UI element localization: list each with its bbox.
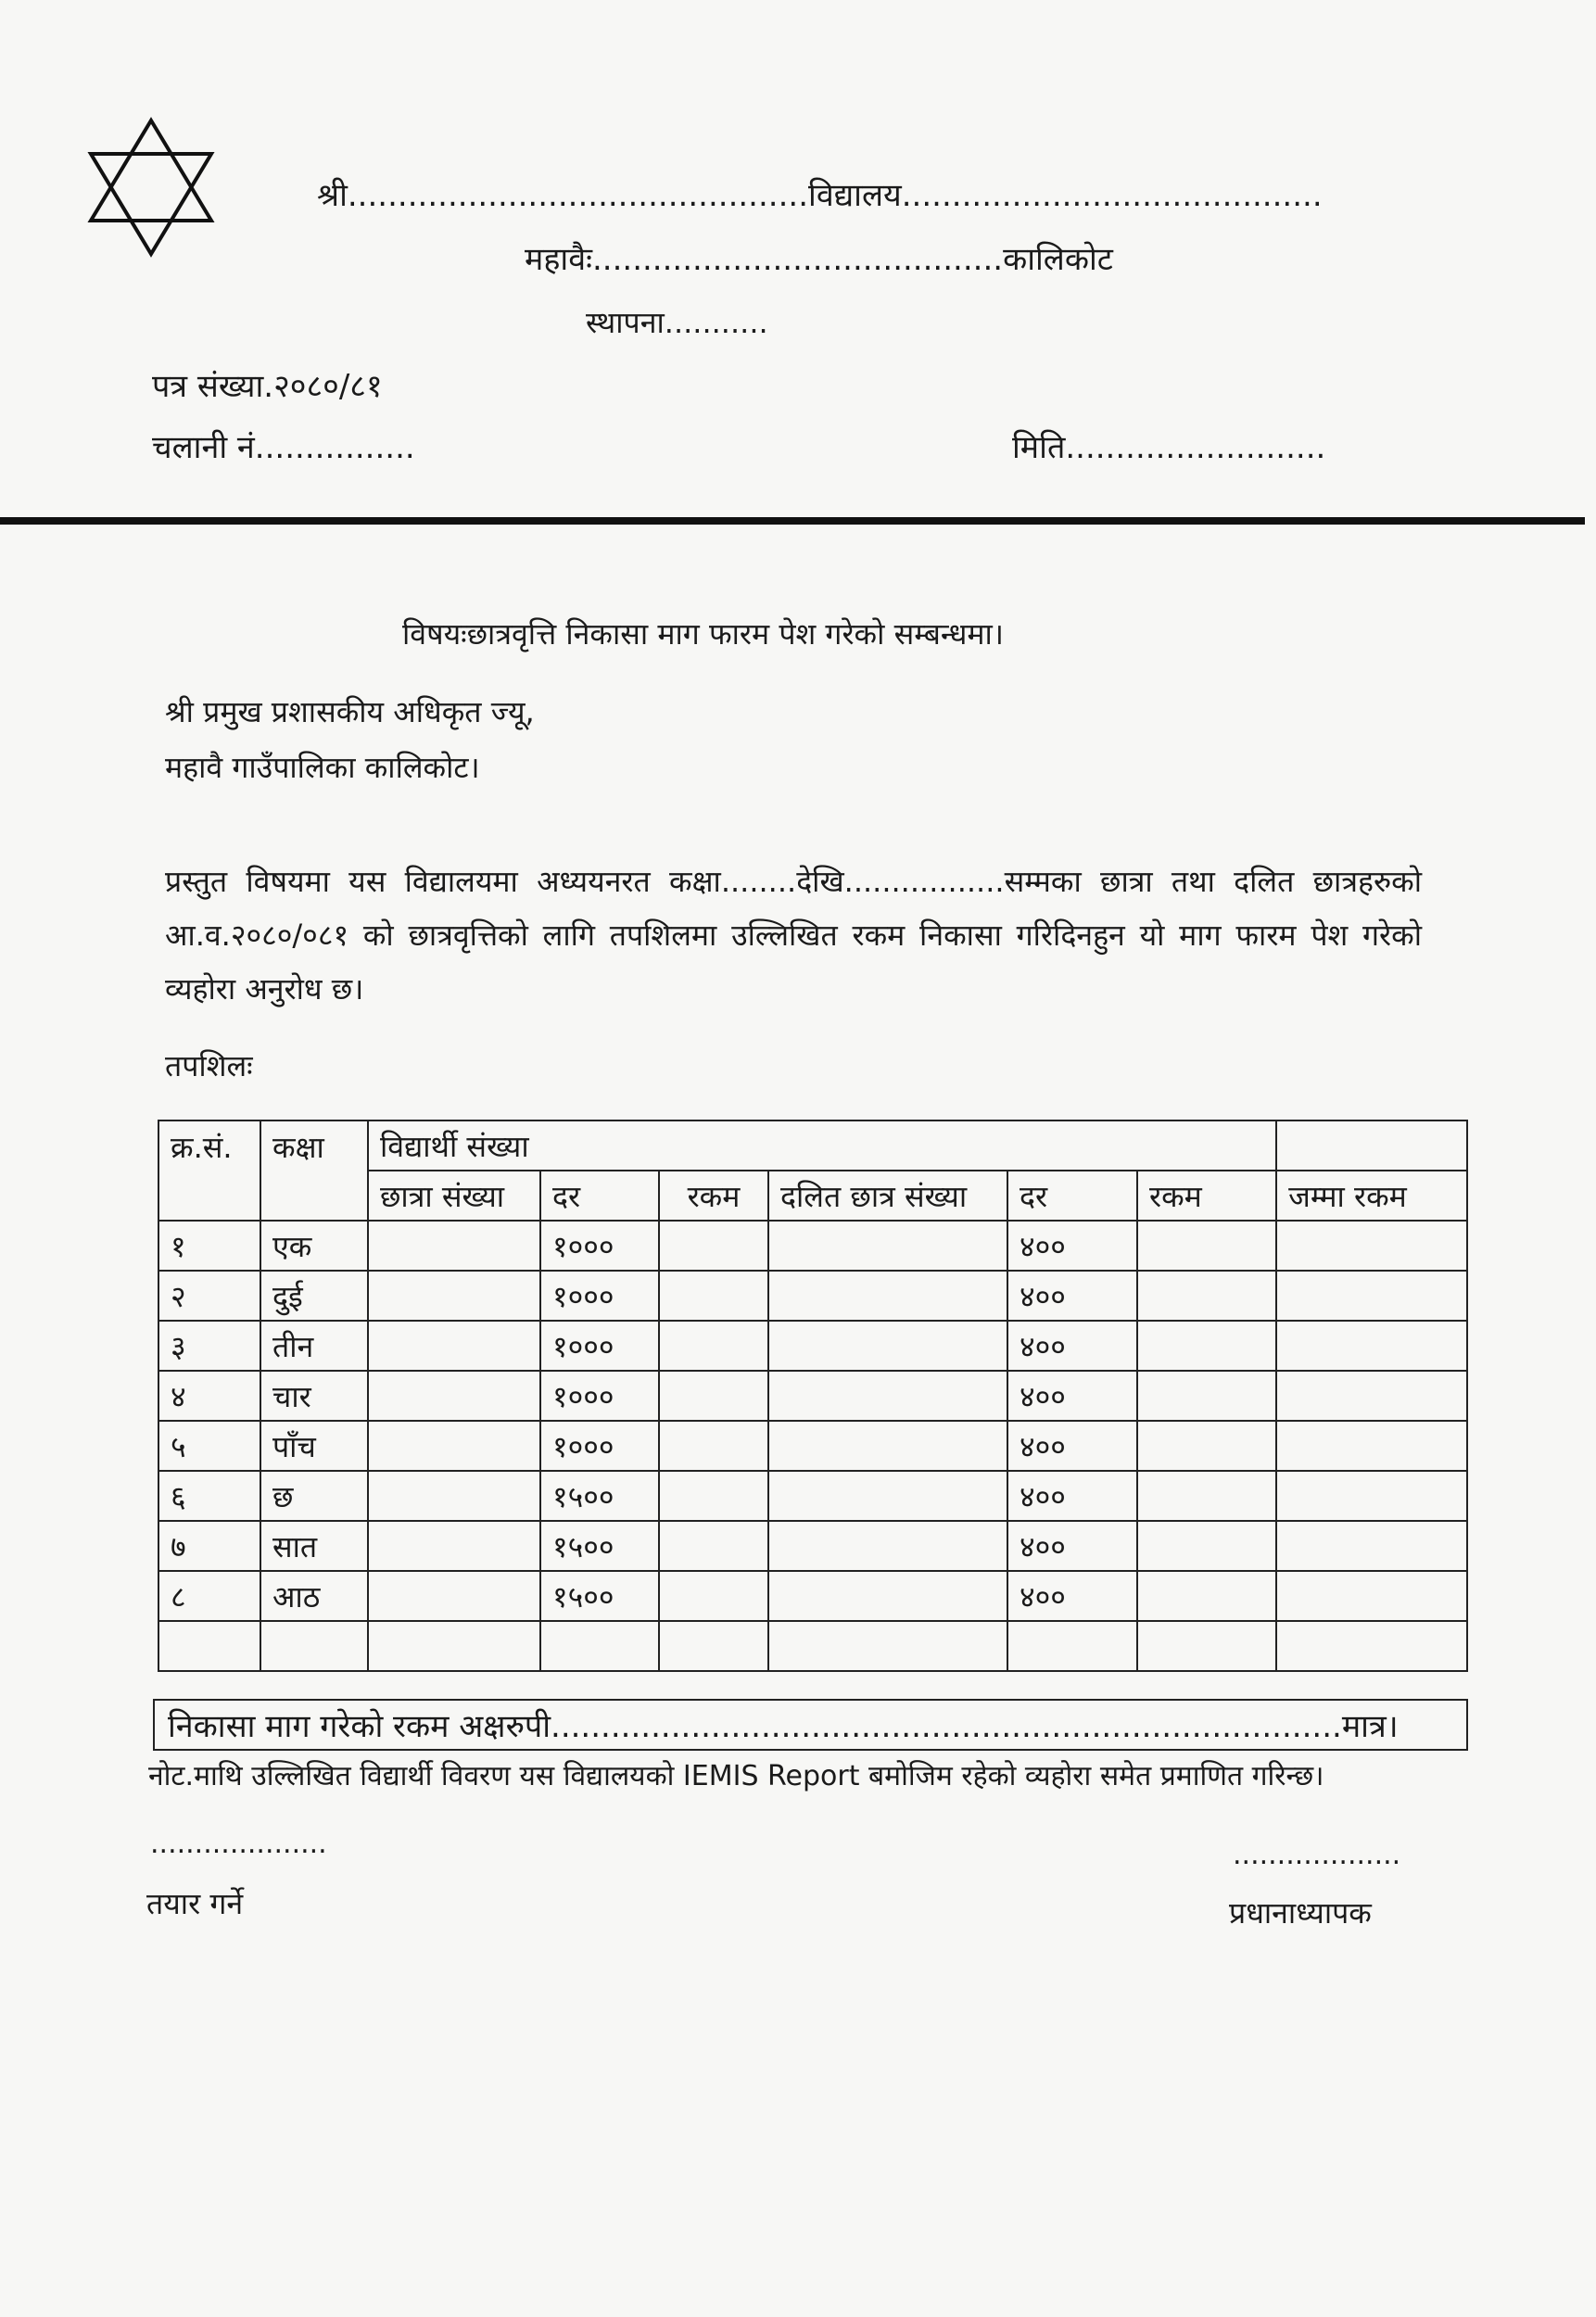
cell-dalit [768,1471,1007,1521]
cell-class: छ [260,1471,368,1521]
table-row [158,1421,1467,1471]
dispatch-number: चलानी नं................ [152,429,415,466]
cell-total [1276,1321,1467,1371]
table-header-row [158,1121,1467,1171]
cell-rate2: ४०० [1007,1471,1137,1521]
cell-class: पाँच [260,1421,368,1471]
amount-in-words-row: निकासा माग गरेको रकम अक्षरुपी...............................................................................मात्र। [153,1699,1468,1751]
school-name-line: श्री..............................................विद्यालय.......................................... [317,177,1323,214]
cell-rate2: ४०० [1007,1421,1137,1471]
cell-sn: २ [158,1271,260,1321]
cell-rate2: ४०० [1007,1221,1137,1271]
header-amount-dalit: रकम [1137,1171,1276,1221]
cell-amount2 [1137,1221,1276,1271]
cell-amount2 [1137,1371,1276,1421]
cell-girls [368,1271,540,1321]
cell-amount2 [1137,1471,1276,1521]
cell-dalit [768,1271,1007,1321]
header-student-count: विद्यार्थी संख्या [368,1121,1276,1171]
cell-girls [368,1371,540,1421]
scholarship-table [158,1120,1468,1672]
table-row [158,1371,1467,1421]
cell-rate1: १००० [540,1321,659,1371]
details-label: तपशिलः [165,1048,253,1083]
cell-amount2 [1137,1421,1276,1471]
cell-girls [368,1471,540,1521]
cell-rate1 [540,1621,659,1671]
cell-amount2 [1137,1321,1276,1371]
cell-sn: ८ [158,1571,260,1621]
subject-line: विषयःछात्रवृत्ति निकासा माग फारम पेश गरेको सम्बन्धमा। [402,616,1004,652]
addressee-office: महावै गाउँपालिका कालिकोट। [165,750,480,785]
star-of-david-icon [85,117,217,258]
cell-class: आठ [260,1571,368,1621]
established-line: स्थापना........... [586,305,768,340]
header-girls-count: छात्रा संख्या [368,1171,540,1221]
cell-amount1 [659,1421,768,1471]
date-line: मिति.......................... [1012,429,1326,466]
cell-girls [368,1621,540,1671]
headteacher-label: प्रधानाध्यापक [1229,1895,1372,1931]
table-row [158,1321,1467,1371]
header-blank [1276,1121,1467,1171]
cell-total [1276,1521,1467,1571]
cell-rate2: ४०० [1007,1571,1137,1621]
cell-sn: ५ [158,1421,260,1471]
cell-dalit [768,1521,1007,1571]
cell-amount1 [659,1471,768,1521]
cell-girls [368,1521,540,1571]
cell-rate1: १००० [540,1221,659,1271]
cell-total [1276,1621,1467,1671]
cell-rate1: १५०० [540,1521,659,1571]
cell-amount2 [1137,1621,1276,1671]
prepared-by-label: तयार गर्ने [146,1886,244,1921]
header-dalit-count: दलित छात्र संख्या [768,1171,1007,1221]
header-total: जम्मा रकम [1276,1171,1467,1221]
cell-class: दुई [260,1271,368,1321]
cell-girls [368,1571,540,1621]
cell-total [1276,1571,1467,1621]
cell-rate1: १५०० [540,1571,659,1621]
cell-amount1 [659,1371,768,1421]
cell-class [260,1621,368,1671]
cell-rate1: १००० [540,1371,659,1421]
cell-class: चार [260,1371,368,1421]
cell-girls [368,1421,540,1471]
cell-dalit [768,1421,1007,1471]
cell-rate2: ४०० [1007,1271,1137,1321]
cell-dalit [768,1321,1007,1371]
cell-amount1 [659,1221,768,1271]
cell-class: तीन [260,1321,368,1371]
cell-rate1: १००० [540,1421,659,1471]
cell-amount2 [1137,1521,1276,1571]
headteacher-signature-dots: ................... [1233,1839,1401,1871]
cell-sn: ७ [158,1521,260,1571]
header-class: कक्षा [260,1121,368,1221]
cell-dalit [768,1221,1007,1271]
addressee-title: श्री प्रमुख प्रशासकीय अधिकृत ज्यू, [165,694,535,729]
request-paragraph: प्रस्तुत विषयमा यस विद्यालयमा अध्ययनरत कक्षा........देखि.................सम्मका छात्रा तथा दलित छात्रहरुको आ.व.२०८०/०८१ को छात्रवृत्तिको लागि तपशिलमा उल्लिखित रकम निकासा गरिदिनहुन यो माग फारम पेश गरेको व्यहोरा अनुरोध छ। [165,864,1422,1007]
address-line: महावैः.........................................कालिकोट [525,241,1113,278]
table-row [158,1471,1467,1521]
header-divider [0,517,1585,525]
cell-rate1: १५०० [540,1471,659,1521]
cell-amount1 [659,1621,768,1671]
cell-total [1276,1421,1467,1471]
cell-class: सात [260,1521,368,1571]
cell-girls [368,1221,540,1271]
cell-amount1 [659,1271,768,1321]
cell-amount2 [1137,1571,1276,1621]
cell-total [1276,1371,1467,1421]
cell-girls [368,1321,540,1371]
cell-rate2: ४०० [1007,1371,1137,1421]
cell-sn [158,1621,260,1671]
cell-class: एक [260,1221,368,1271]
header-amount-girls: रकम [659,1171,768,1221]
table-row [158,1571,1467,1621]
cell-dalit [768,1371,1007,1421]
cell-total [1276,1471,1467,1521]
cell-amount1 [659,1571,768,1621]
cell-rate1: १००० [540,1271,659,1321]
cell-sn: १ [158,1221,260,1271]
header-rate-girls: दर [540,1171,659,1221]
cell-dalit [768,1621,1007,1671]
table-row [158,1271,1467,1321]
cell-sn: ६ [158,1471,260,1521]
table-row-blank [158,1621,1467,1671]
table-row [158,1521,1467,1571]
cell-total [1276,1221,1467,1271]
prepared-by-signature-dots: .................... [150,1828,327,1860]
cell-rate2: ४०० [1007,1321,1137,1371]
cell-sn: ३ [158,1321,260,1371]
letter-number: पत्र संख्या.२०८०/८१ [152,368,383,405]
cell-dalit [768,1571,1007,1621]
header-sn: क्र.सं. [158,1121,260,1221]
cell-rate2: ४०० [1007,1521,1137,1571]
table-row [158,1221,1467,1271]
cell-sn: ४ [158,1371,260,1421]
cell-amount1 [659,1521,768,1571]
header-rate-dalit: दर [1007,1171,1137,1221]
cell-amount1 [659,1321,768,1371]
cell-rate2 [1007,1621,1137,1671]
cell-amount2 [1137,1271,1276,1321]
cell-total [1276,1271,1467,1321]
certification-note: नोट.माथि उल्लिखित विद्यार्थी विवरण यस विद्यालयको IEMIS Report बमोजिम रहेको व्यहोरा समेत प्रमाणित गरिन्छ। [148,1760,1324,1792]
